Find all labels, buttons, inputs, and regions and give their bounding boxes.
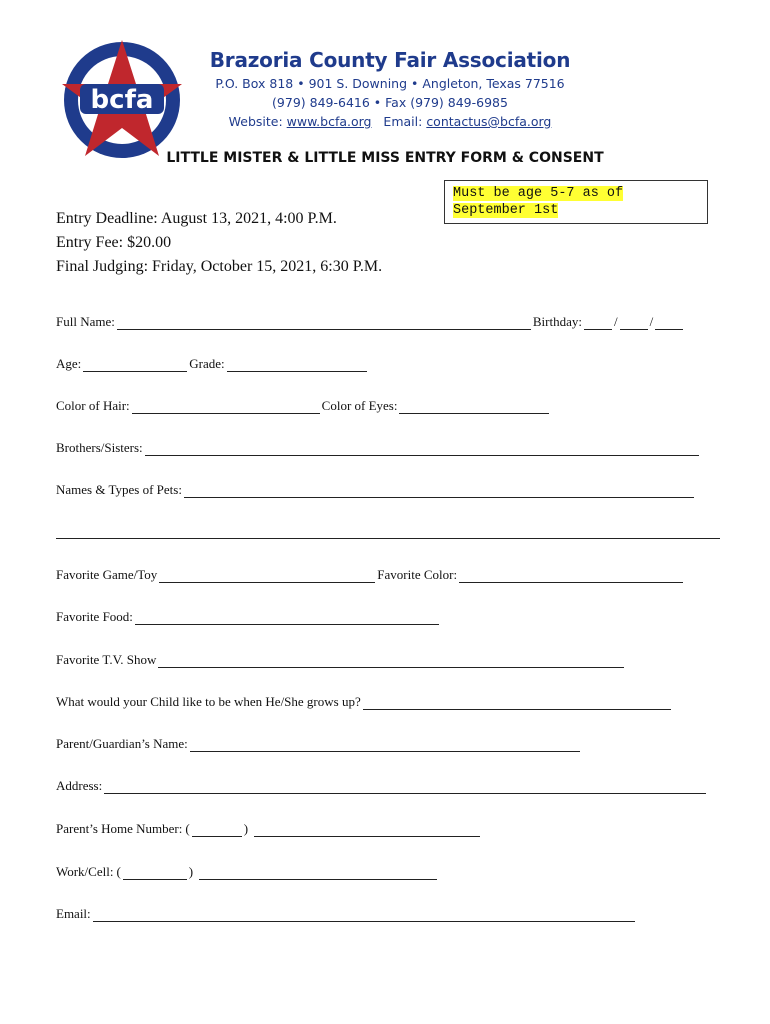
- form-title: LITTLE MISTER & LITTLE MISS ENTRY FORM & CONSENT: [166, 150, 604, 166]
- work-cell-label: Work/Cell:: [56, 864, 114, 879]
- age-label: Age:: [56, 356, 82, 371]
- grade-field[interactable]: [227, 358, 367, 372]
- color-label: Favorite Color:: [377, 567, 458, 582]
- org-contact: [180, 114, 600, 129]
- age-note-line-2: September 1st: [453, 203, 559, 218]
- game-color-row: [56, 567, 685, 583]
- food-row: [56, 609, 441, 625]
- logo-text: bcfa: [90, 85, 154, 115]
- address-field[interactable]: [104, 780, 706, 794]
- work-area-code-field[interactable]: [123, 866, 187, 880]
- hair-field[interactable]: [132, 400, 320, 414]
- org-name: Brazoria County Fair Association: [209, 48, 571, 72]
- website-link[interactable]: www.bcfa.org: [286, 114, 372, 129]
- email-field[interactable]: [93, 908, 635, 922]
- home-phone-label: Parent’s Home Number:: [56, 821, 183, 836]
- home-area-code-field[interactable]: [192, 823, 242, 837]
- org-address: P.O. Box 818 • 901 S. Downing • Angleton, Texas 77516: [215, 76, 565, 91]
- age-field[interactable]: [83, 358, 187, 372]
- guardian-label: Parent/Guardian’s Name:: [56, 736, 188, 751]
- tv-label: Favorite T.V. Show: [56, 652, 157, 667]
- home-phone-row: Parent’s Home Number: ( ): [56, 821, 482, 837]
- guardian-row: [56, 736, 582, 752]
- grow-up-label: What would your Child like to be when He/She grows up?: [56, 694, 361, 709]
- birthday-month-field[interactable]: [584, 316, 612, 330]
- pets-field-continued[interactable]: [56, 538, 720, 539]
- home-phone-field[interactable]: [254, 823, 480, 837]
- full-name-label: Full Name:: [56, 314, 115, 329]
- pets-row: [56, 482, 696, 498]
- grade-label: Grade:: [189, 356, 225, 371]
- birthday-year-field[interactable]: [655, 316, 683, 330]
- game-field[interactable]: [159, 569, 375, 583]
- address-label: Address:: [56, 778, 103, 793]
- age-requirement-note: [444, 180, 708, 224]
- age-note-line-1: Must be age 5-7 as of: [453, 186, 624, 201]
- guardian-field[interactable]: [190, 738, 580, 752]
- pets-field[interactable]: [184, 484, 694, 498]
- food-label: Favorite Food:: [56, 609, 133, 624]
- grow-up-field[interactable]: [363, 696, 671, 710]
- address-row: [56, 778, 708, 794]
- eyes-field[interactable]: [399, 400, 549, 414]
- email-field-label: Email:: [56, 906, 91, 921]
- birthday-label: Birthday:: [532, 314, 582, 329]
- bcfa-logo: [60, 38, 184, 162]
- org-phone: (979) 849-6416 • Fax (979) 849-6985: [272, 95, 508, 110]
- work-phone-field[interactable]: [199, 866, 437, 880]
- final-judging: Final Judging: Friday, October 15, 2021, 6:30 P.M.: [56, 258, 383, 275]
- eyes-label: Color of Eyes:: [321, 398, 398, 413]
- full-name-row: Full Name: Birthday: / /: [56, 314, 685, 330]
- entry-fee: Entry Fee: $20.00: [56, 234, 172, 251]
- hair-label: Color of Hair:: [56, 398, 130, 413]
- siblings-label: Brothers/Sisters:: [56, 440, 143, 455]
- color-field[interactable]: [459, 569, 683, 583]
- tv-row: [56, 652, 626, 668]
- work-cell-row: Work/Cell: ( ): [56, 864, 439, 880]
- siblings-row: [56, 440, 701, 456]
- email-label: Email:: [383, 114, 423, 129]
- tv-field[interactable]: [158, 654, 624, 668]
- pets-label: Names & Types of Pets:: [56, 482, 182, 497]
- email-row: [56, 906, 637, 922]
- entry-deadline: Entry Deadline: August 13, 2021, 4:00 P.M.: [56, 210, 337, 227]
- siblings-field[interactable]: [145, 442, 699, 456]
- hair-eyes-row: [56, 398, 551, 414]
- age-grade-row: [56, 356, 369, 372]
- birthday-day-field[interactable]: [620, 316, 648, 330]
- website-label: Website:: [228, 114, 283, 129]
- full-name-field[interactable]: [117, 316, 531, 330]
- food-field[interactable]: [135, 611, 439, 625]
- email-link[interactable]: contactus@bcfa.org: [426, 114, 552, 129]
- game-label: Favorite Game/Toy: [56, 567, 158, 582]
- grow-up-row: [56, 694, 673, 710]
